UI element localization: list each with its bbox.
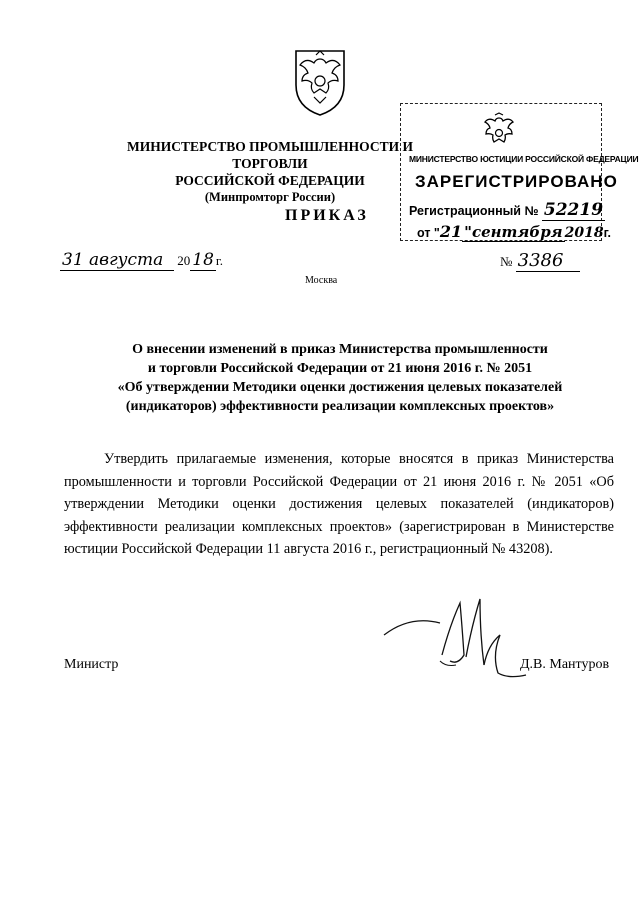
order-date-year: 18 <box>192 250 214 270</box>
registration-stamp <box>400 103 639 241</box>
order-number-value: 3386 <box>516 250 580 272</box>
order-number-label: № <box>500 254 513 269</box>
stamp-reg-label: Регистрационный № <box>409 204 539 218</box>
stamp-date-prefix: от " <box>417 226 440 240</box>
ministry-name-line1: МИНИСТЕРСТВО ПРОМЫШЛЕННОСТИ И ТОРГОВЛИ <box>127 139 413 171</box>
stamp-date-year: 2018 <box>564 225 604 241</box>
order-body <box>64 448 614 561</box>
order-title-line2: и торговли Российской Федерации от 21 июня 2016 г. № 2051 <box>147 361 533 376</box>
ministry-name-line2: РОССИЙСКОЙ ФЕДЕРАЦИИ <box>175 173 365 188</box>
handwritten-signature <box>380 595 530 685</box>
coat-of-arms-icon <box>290 45 350 117</box>
order-date-year-suffix: г. <box>215 253 224 268</box>
document-type: ПРИКАЗ <box>285 207 369 224</box>
ministry-header <box>120 138 420 206</box>
order-body-paragraph: Утвердить прилагаемые изменения, которые вносятся в приказ Министерства промышленности и торговли Российской Федерации от 21 июня 2016 г. № 2051 «Об утверждении Методики оценки достижения целевых показателей (индикаторов) эффективности реализации комплексных проектов» (зарегистрирован в Министерстве юстиции Российской Федерации 11 августа 2016 г., регистрационный № 43208). <box>64 451 614 557</box>
stamp-date-line <box>417 222 611 242</box>
order-date <box>60 250 223 271</box>
order-date-day-month: 31 августа <box>60 250 174 271</box>
city: Москва <box>305 275 338 286</box>
order-title <box>60 340 620 416</box>
ministry-short-name: (Минпромторг России) <box>204 190 336 204</box>
order-title-line1: О внесении изменений в приказ Министерства промышленности <box>132 342 548 357</box>
stamp-ministry: МИНИСТЕРСТВО ЮСТИЦИИ РОССИЙСКОЙ ФЕДЕРАЦИИ <box>409 154 639 164</box>
order-date-year-prefix: 20 <box>177 253 191 268</box>
order-number <box>500 250 580 272</box>
order-title-line3: «Об утверждении Методики оценки достижения целевых показателей <box>117 380 563 395</box>
stamp-date-suffix: г. <box>603 226 612 240</box>
stamp-emblem-icon <box>479 112 519 152</box>
signatory-position: Министр <box>64 657 119 672</box>
stamp-status: ЗАРЕГИСТРИРОВАНО <box>415 172 618 191</box>
stamp-date-month: "сентября <box>464 223 563 241</box>
stamp-date-day: 21 <box>439 222 463 241</box>
signatory-name: Д.В. Мантуров <box>520 657 610 672</box>
order-title-line4: (индикаторов) эффективности реализации комплексных проектов» <box>125 399 555 414</box>
stamp-reg-number-line <box>409 200 605 221</box>
stamp-reg-number: 52219 <box>543 200 604 220</box>
